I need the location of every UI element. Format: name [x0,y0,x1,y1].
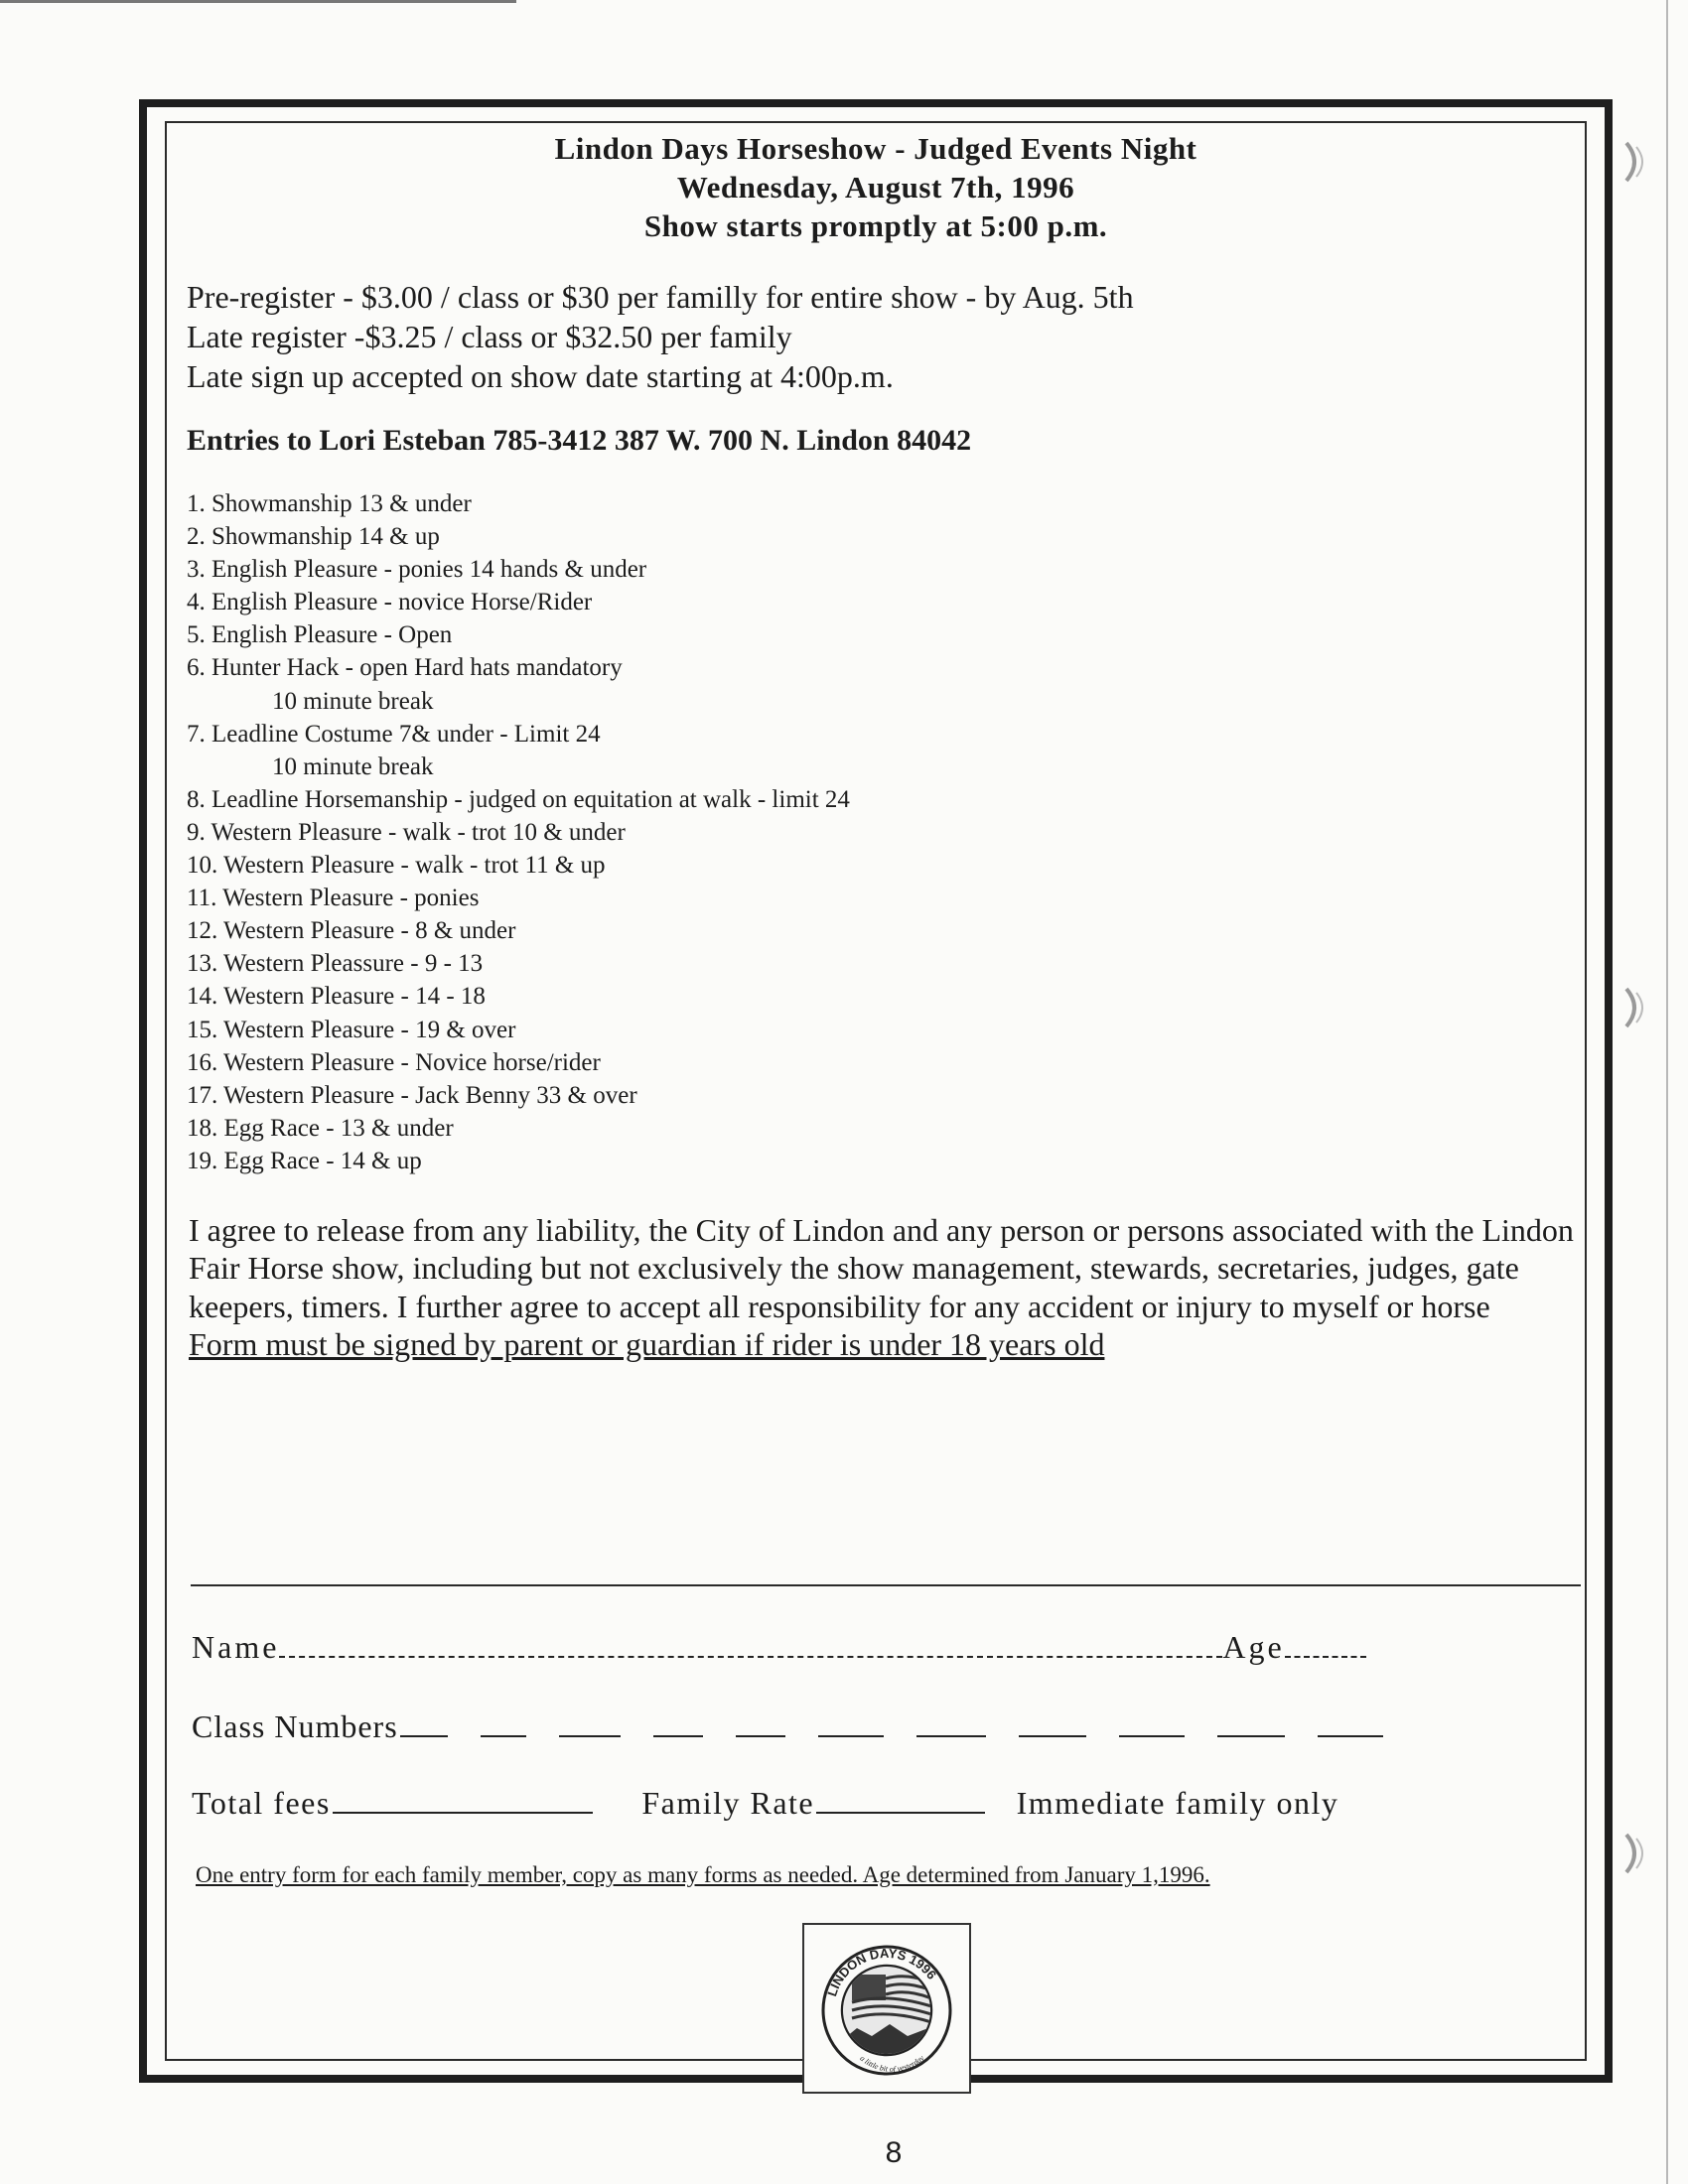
name-label: Name [192,1629,280,1665]
class-item: 12. Western Pleasure - 8 & under [187,917,516,945]
class-numbers-row [192,1706,1385,1745]
seal-emblem-icon [812,1933,961,2084]
entries-contact: Entries to Lori Esteban 785-3412 387 W. 700 N. Lindon 84042 [187,424,972,457]
class-number-field[interactable] [1119,1706,1185,1737]
seal-top-text: LINDON DAYS 1996 [824,1945,940,1998]
seal-bottom-text: a little bit of yesterday [858,2053,926,2074]
class-item: 10. Western Pleasure - walk - trot 11 & up [187,852,606,880]
binder-ring-icon [1620,983,1656,1032]
class-list [187,487,1577,1177]
fees-row [192,1782,1338,1822]
class-item: 14. Western Pleasure - 14 - 18 [187,983,486,1011]
page-number: 8 [885,2136,903,2169]
page-right-edge [1666,0,1668,2184]
family-rate-label: Family Rate [641,1785,815,1821]
break-note: 10 minute break [272,687,434,715]
class-item: 18. Egg Race - 13 & under [187,1114,454,1142]
guardian-signature-note: Form must be signed by parent or guardian if rider is under 18 years old [189,1326,1105,1363]
binder-ring-icon [1620,137,1656,187]
class-number-field[interactable] [400,1706,448,1737]
class-item: 8. Leadline Horsemanship - judged on equitation at walk - limit 24 [187,785,850,813]
entry-form-note: One entry form for each family member, copy as many forms as needed. Age determined from January 1,1996. [196,1862,1210,1887]
event-date: Wednesday, August 7th, 1996 [676,170,1075,205]
binder-ring-icon [1620,1829,1656,1878]
lindon-days-seal [802,1923,971,2094]
total-fees-label: Total fees [192,1785,331,1821]
age-field[interactable] [1285,1628,1366,1658]
title-block [181,129,1571,245]
event-start-time: Show starts promptly at 5:00 p.m. [643,208,1108,243]
name-age-row [192,1628,1366,1666]
class-number-field[interactable] [1318,1706,1383,1737]
immediate-family-note: Immediate family only [1016,1785,1339,1821]
late-signup-note: Late sign up accepted on show date starting at 4:00p.m. [187,358,894,394]
signature-line[interactable] [191,1584,1581,1586]
class-number-field[interactable] [916,1706,986,1737]
form-content [187,129,1577,1364]
class-item: 7. Leadline Costume 7& under - Limit 24 [187,720,601,748]
class-item: 19. Egg Race - 14 & up [187,1147,422,1174]
class-number-field[interactable] [736,1706,785,1737]
age-label: Age [1222,1629,1285,1665]
late-register-fee: Late register -$3.25 / class or $32.50 per family [187,319,792,354]
class-item: 2. Showmanship 14 & up [187,523,440,551]
class-item: 16. Western Pleasure - Novice horse/rider [187,1048,601,1076]
class-item: 1. Showmanship 13 & under [187,490,472,517]
release-text: I agree to release from any liability, the City of Lindon and any person or persons associated with the Lindon Fair Horse show, including but not exclusively the show management, stewards, secretaries, judges, gate keepers, timers. I further agree to accept all responsibility for any accident or injury to myself or horse [189,1211,1574,1324]
event-title: Lindon Days Horseshow - Judged Events Night [554,131,1197,166]
class-item: 17. Western Pleasure - Jack Benny 33 & over [187,1081,637,1109]
class-item: 4. English Pleasure - novice Horse/Rider [187,589,593,616]
class-number-field[interactable] [653,1706,703,1737]
class-item: 9. Western Pleasure - walk - trot 10 & under [187,818,626,846]
class-number-field[interactable] [1217,1706,1285,1737]
class-number-field[interactable] [481,1706,526,1737]
class-item: 11. Western Pleasure - ponies [187,885,480,912]
class-item: 6. Hunter Hack - open Hard hats mandatory [187,654,623,682]
class-number-field[interactable] [559,1706,621,1737]
class-item: 5. English Pleasure - Open [187,621,453,649]
class-item: 13. Western Pleassure - 9 - 13 [187,950,484,978]
scan-top-edge [0,0,516,3]
family-rate-field[interactable] [816,1782,985,1814]
release-statement [189,1211,1579,1364]
total-fees-field[interactable] [333,1782,593,1814]
class-item: 3. English Pleasure - ponies 14 hands & under [187,556,647,584]
fee-info [187,277,1577,396]
name-field[interactable] [279,1628,1222,1658]
break-note: 10 minute break [272,752,434,780]
pre-register-fee: Pre-register - $3.00 / class or $30 per familly for entire show - by Aug. 5th [187,279,1134,315]
class-number-field[interactable] [818,1706,884,1737]
class-numbers-label: Class Numbers [192,1708,398,1744]
class-item: 15. Western Pleasure - 19 & over [187,1016,516,1043]
class-number-field[interactable] [1019,1706,1086,1737]
